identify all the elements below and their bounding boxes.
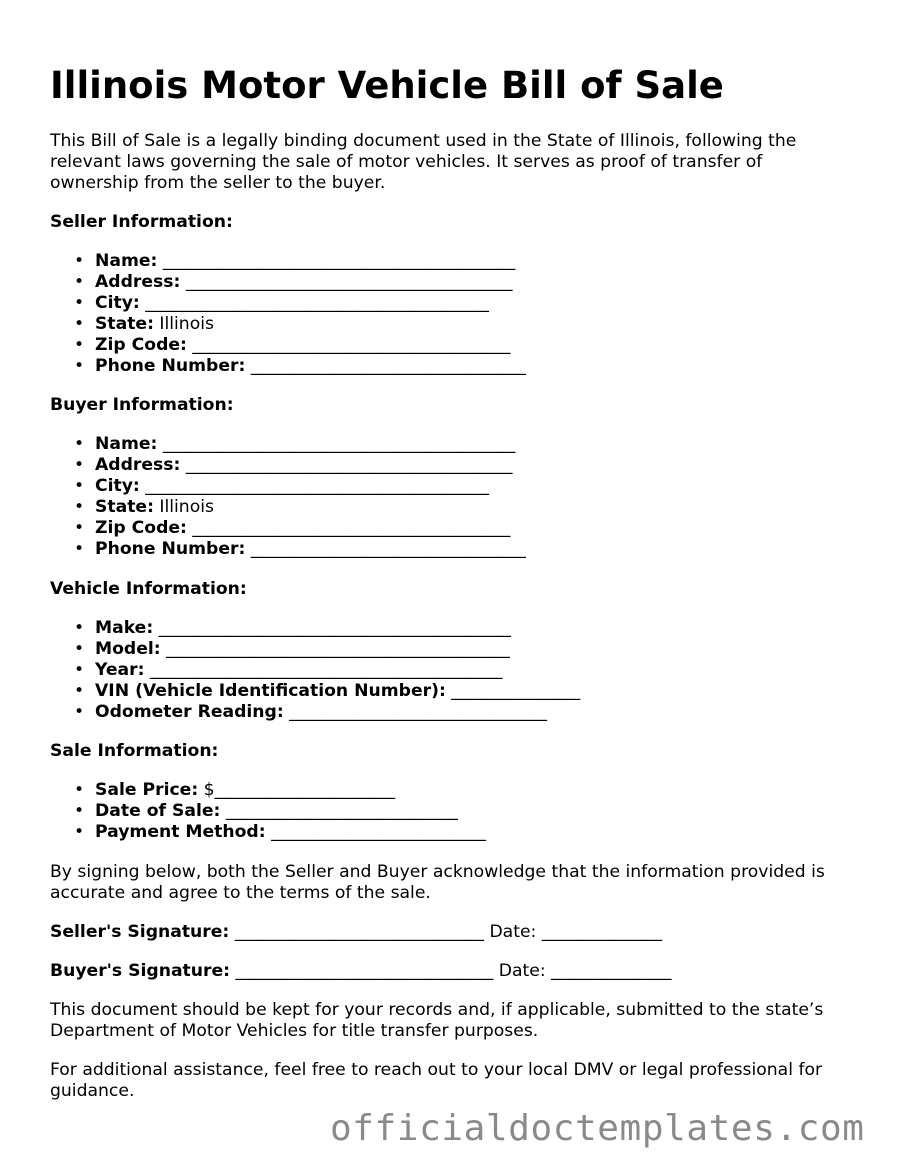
buyer-city-field: • City: ________________________________________ [50, 476, 526, 497]
buyer-signature-line: Buyer's Signature: ______________________________ Date: ______________ [50, 961, 672, 981]
buyer-fields-list [50, 434, 526, 560]
seller-zip-field: • Zip Code: _____________________________________ [50, 335, 526, 356]
sale-fields-list [50, 780, 486, 843]
payment-method-field: • Payment Method: _________________________ [50, 822, 486, 843]
vehicle-vin-field: • VIN (Vehicle Identification Number): _______________ [50, 681, 580, 702]
vehicle-make-field: • Make: _________________________________________ [50, 618, 580, 639]
seller-state-field: • State: Illinois [50, 314, 526, 335]
vehicle-section-heading: Vehicle Information: [50, 579, 247, 599]
sale-section-heading: Sale Information: [50, 741, 219, 761]
vehicle-odometer-field: • Odometer Reading: ______________________________ [50, 702, 580, 723]
seller-address-field: • Address: ______________________________________ [50, 272, 526, 293]
buyer-zip-field: • Zip Code: _____________________________________ [50, 518, 526, 539]
buyer-section-heading: Buyer Information: [50, 395, 234, 415]
acknowledgment-paragraph: By signing below, both the Seller and Buyer acknowledge that the information provided is accurate and agree to the terms of the sale. [50, 862, 825, 903]
buyer-address-field: • Address: ______________________________________ [50, 455, 526, 476]
buyer-state-field: • State: Illinois [50, 497, 526, 518]
vehicle-fields-list [50, 618, 580, 723]
seller-phone-field: • Phone Number: ________________________________ [50, 356, 526, 377]
site-watermark: officialdoctemplates.com [330, 1108, 865, 1149]
buyer-phone-field: • Phone Number: ________________________________ [50, 539, 526, 560]
page-title: Illinois Motor Vehicle Bill of Sale [50, 64, 724, 107]
sale-price-field: • Sale Price: $_____________________ [50, 780, 486, 801]
seller-name-field: • Name: _________________________________________ [50, 251, 526, 272]
intro-paragraph: This Bill of Sale is a legally binding document used in the State of Illinois, following the relevant laws governing the sale of motor vehicles. It serves as proof of transfer of ownership from the seller to the buyer. [50, 131, 797, 193]
assistance-note-paragraph: For additional assistance, feel free to reach out to your local DMV or legal professional for guidance. [50, 1060, 823, 1101]
buyer-name-field: • Name: _________________________________________ [50, 434, 526, 455]
seller-section-heading: Seller Information: [50, 212, 233, 232]
sale-date-field: • Date of Sale: ___________________________ [50, 801, 486, 822]
vehicle-model-field: • Model: ________________________________________ [50, 639, 580, 660]
vehicle-year-field: • Year: _________________________________________ [50, 660, 580, 681]
seller-city-field: • City: ________________________________________ [50, 293, 526, 314]
records-note-paragraph: This document should be kept for your records and, if applicable, submitted to the state’s Department of Motor Vehicles for title transfer purposes. [50, 1000, 824, 1041]
seller-fields-list [50, 251, 526, 377]
seller-signature-line: Seller's Signature: _____________________________ Date: ______________ [50, 922, 663, 942]
